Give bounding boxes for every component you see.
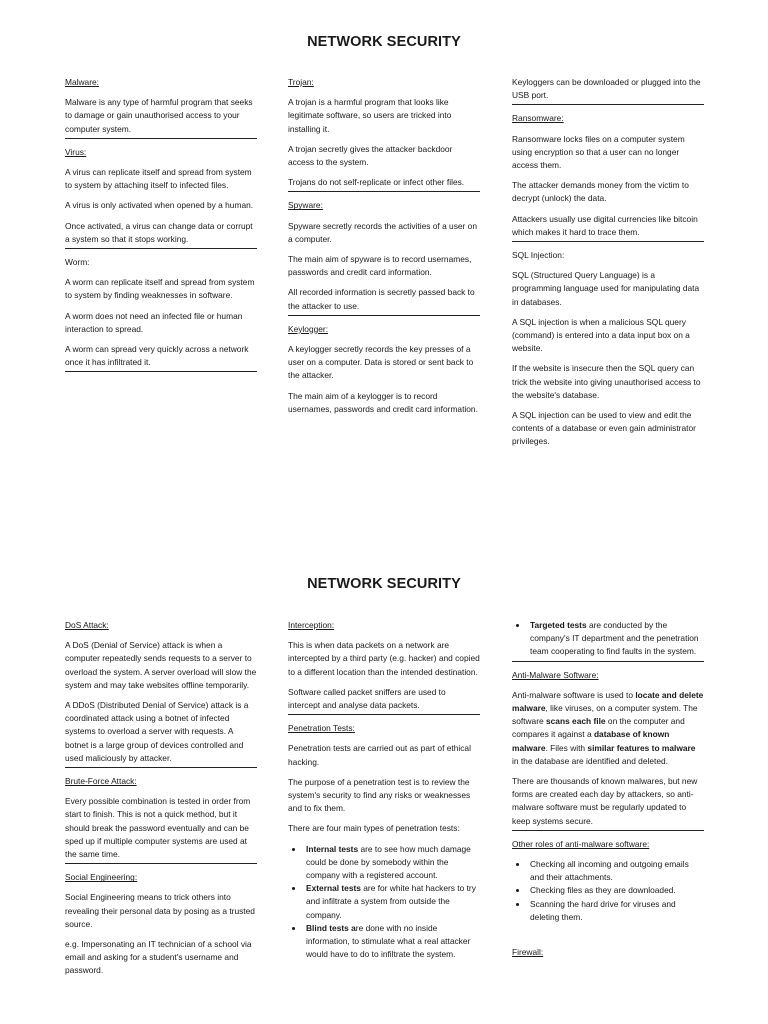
section-heading: Virus:	[65, 146, 87, 157]
section-heading: Ransomware:	[512, 113, 564, 124]
paragraph: If the website is insecure then the SQL query can trick the website into giving unauthorised access to the website's database.	[512, 363, 701, 400]
paragraph: The main aim of spyware is to record usernames, passwords and credit card information.	[288, 254, 472, 278]
list-item: • External tests are for white hat hackers to try and infiltrate a system from outside the company.	[304, 882, 480, 922]
penetration-test-list	[288, 843, 480, 962]
page2-column-3	[512, 619, 704, 975]
section-heading: Firewall:	[512, 947, 544, 958]
section-heading: Brute-Force Attack:	[65, 776, 137, 787]
paragraph: All recorded information is secretly passed back to the attacker to use.	[288, 287, 475, 311]
paragraph: e.g. Impersonating an IT technician of a school via email and asking for a student's username and password.	[65, 939, 252, 976]
section-heading: DoS Attack:	[65, 620, 109, 630]
paragraph: The purpose of a penetration test is to review the system's security to find any risks or weaknesses and to fix them.	[288, 776, 471, 814]
anti-malware-roles-list	[512, 858, 704, 924]
paragraph: A DoS (Denial of Service) attack is when a computer repeatedly sends requests to a server to overload the system. A server overload will slow the system and may take websites offline temporarily.	[65, 640, 257, 690]
paragraph: A worm can replicate itself and spread from system to system by finding weaknesses in software.	[65, 277, 255, 301]
section-heading: Worm:	[65, 257, 90, 268]
section-heading: Malware:	[65, 77, 99, 87]
list-item: • Checking files as they are downloaded.	[528, 884, 704, 897]
paragraph: Ransomware locks files on a computer system using encryption so that a user can no longer access them.	[512, 133, 685, 171]
page1-column-2	[288, 76, 480, 425]
penetration-test-list	[512, 619, 704, 659]
paragraph: A virus is only activated when opened by a human.	[65, 200, 254, 211]
section-heading: Trojan:	[288, 77, 314, 87]
page1-column-3	[512, 76, 704, 458]
paragraph: A trojan secretly gives the attacker backdoor access to the system.	[288, 143, 453, 168]
section-heading: Other roles of anti-malware software:	[512, 838, 650, 849]
list-item: • Blind tests are done with no inside information, to stimulate what a real attacker would have to do to infiltrate the system.	[304, 922, 480, 962]
paragraph: Spyware secretly records the activities of a user on a computer.	[288, 220, 477, 244]
list-item: • Scanning the hard drive for viruses and deleting them.	[528, 898, 704, 924]
paragraph: A DDoS (Distributed Denial of Service) attack is a coordinated attack using a botnet of infected systems to overload a server with requests. A botnet is a large group of devices controlled and used maliciously by attacker.	[65, 700, 249, 763]
paragraph: Once activated, a virus can change data or corrupt a system so that it stops working.	[65, 220, 253, 244]
paragraph: Trojans do not self-replicate or infect other files.	[288, 177, 465, 188]
section-heading: Penetration Tests:	[288, 723, 355, 734]
paragraph: A virus can replicate itself and spread from system to system by attaching itself to infected files.	[65, 167, 252, 191]
paragraph: Malware is any type of harmful program that seeks to damage or gain unauthorised access to your computer system.	[65, 97, 253, 134]
paragraph: Social Engineering means to trick others into revealing their personal data by posing as a trusted source.	[65, 892, 255, 929]
page2-column-2	[288, 619, 480, 976]
paragraph: Keyloggers can be downloaded or plugged into the USB port.	[512, 77, 701, 101]
paragraph: Penetration tests are carried out as part of ethical hacking.	[288, 743, 471, 767]
list-item: • Targeted tests are conducted by the company's IT department and the penetration team cooperating to find faults in the system.	[528, 619, 704, 659]
paragraph: A worm can spread very quickly across a network once it has infiltrated it.	[65, 344, 249, 368]
page-title: NETWORK SECURITY	[307, 576, 461, 592]
page-title: NETWORK SECURITY	[307, 34, 461, 50]
paragraph: The attacker demands money from the victim to decrypt (unlock) the data.	[512, 180, 689, 204]
list-item: • Checking all incoming and outgoing emails and their attachments.	[528, 858, 704, 884]
page2-column-1	[65, 619, 257, 987]
paragraph: There are thousands of known malwares, but new forms are created each day by attackers, so anti-malware software must be regularly updated to keep systems secure.	[512, 776, 698, 826]
page1-column-1	[65, 76, 257, 379]
paragraph: A keylogger secretly records the key presses of a user on a computer. Data is stored or sent back to the attacker.	[288, 344, 474, 381]
paragraph: A worm does not need an infected file or human interaction to spread.	[65, 310, 243, 334]
paragraph: The main aim of a keylogger is to record usernames, passwords and credit card information.	[288, 390, 478, 414]
list-item: • Internal tests are to see how much damage could be done by somebody within the company with a registered account.	[304, 843, 480, 883]
paragraph: A trojan is a harmful program that looks like legitimate software, so users are tricked into installing it.	[288, 97, 452, 134]
paragraph: There are four main types of penetration tests:	[288, 823, 460, 834]
paragraph: A SQL injection is when a malicious SQL query (command) is entered into a data input box on a website.	[512, 316, 690, 354]
paragraph: A SQL injection can be used to view and edit the contents of a database or even gain administrator privileges.	[512, 410, 696, 447]
paragraph: SQL (Structured Query Language) is a programming language used for manipulating data in databases.	[512, 270, 700, 307]
section-heading: SQL Injection:	[512, 250, 565, 261]
section-heading: Interception:	[288, 620, 335, 630]
paragraph: Every possible combination is tested in order from start to finish. This is not a quick method, but it should break the password eventually and can be sped up if multiple computer systems are used at the same time.	[65, 796, 251, 860]
section-heading: Anti-Malware Software:	[512, 669, 599, 680]
section-heading: Social Engineering:	[65, 872, 138, 883]
paragraph: This is when data packets on a network are intercepted by a third party (e.g. hacker) and copied to a different location than the intended destination.	[288, 640, 480, 677]
section-heading: Spyware:	[288, 200, 323, 211]
paragraph: Attackers usually use digital currencies like bitcoin which makes it hard to trace them.	[512, 213, 698, 237]
paragraph: Software called packet sniffers are used to intercept and analyse data packets.	[288, 686, 446, 711]
section-heading: Keylogger:	[288, 323, 329, 334]
paragraph: Anti-malware software is used to locate and delete malware, like viruses, on a computer system. The software scans each file on the computer and compares it against a database of known malware. Files with similar features to malware in the database are identified and deleted.	[512, 689, 704, 766]
